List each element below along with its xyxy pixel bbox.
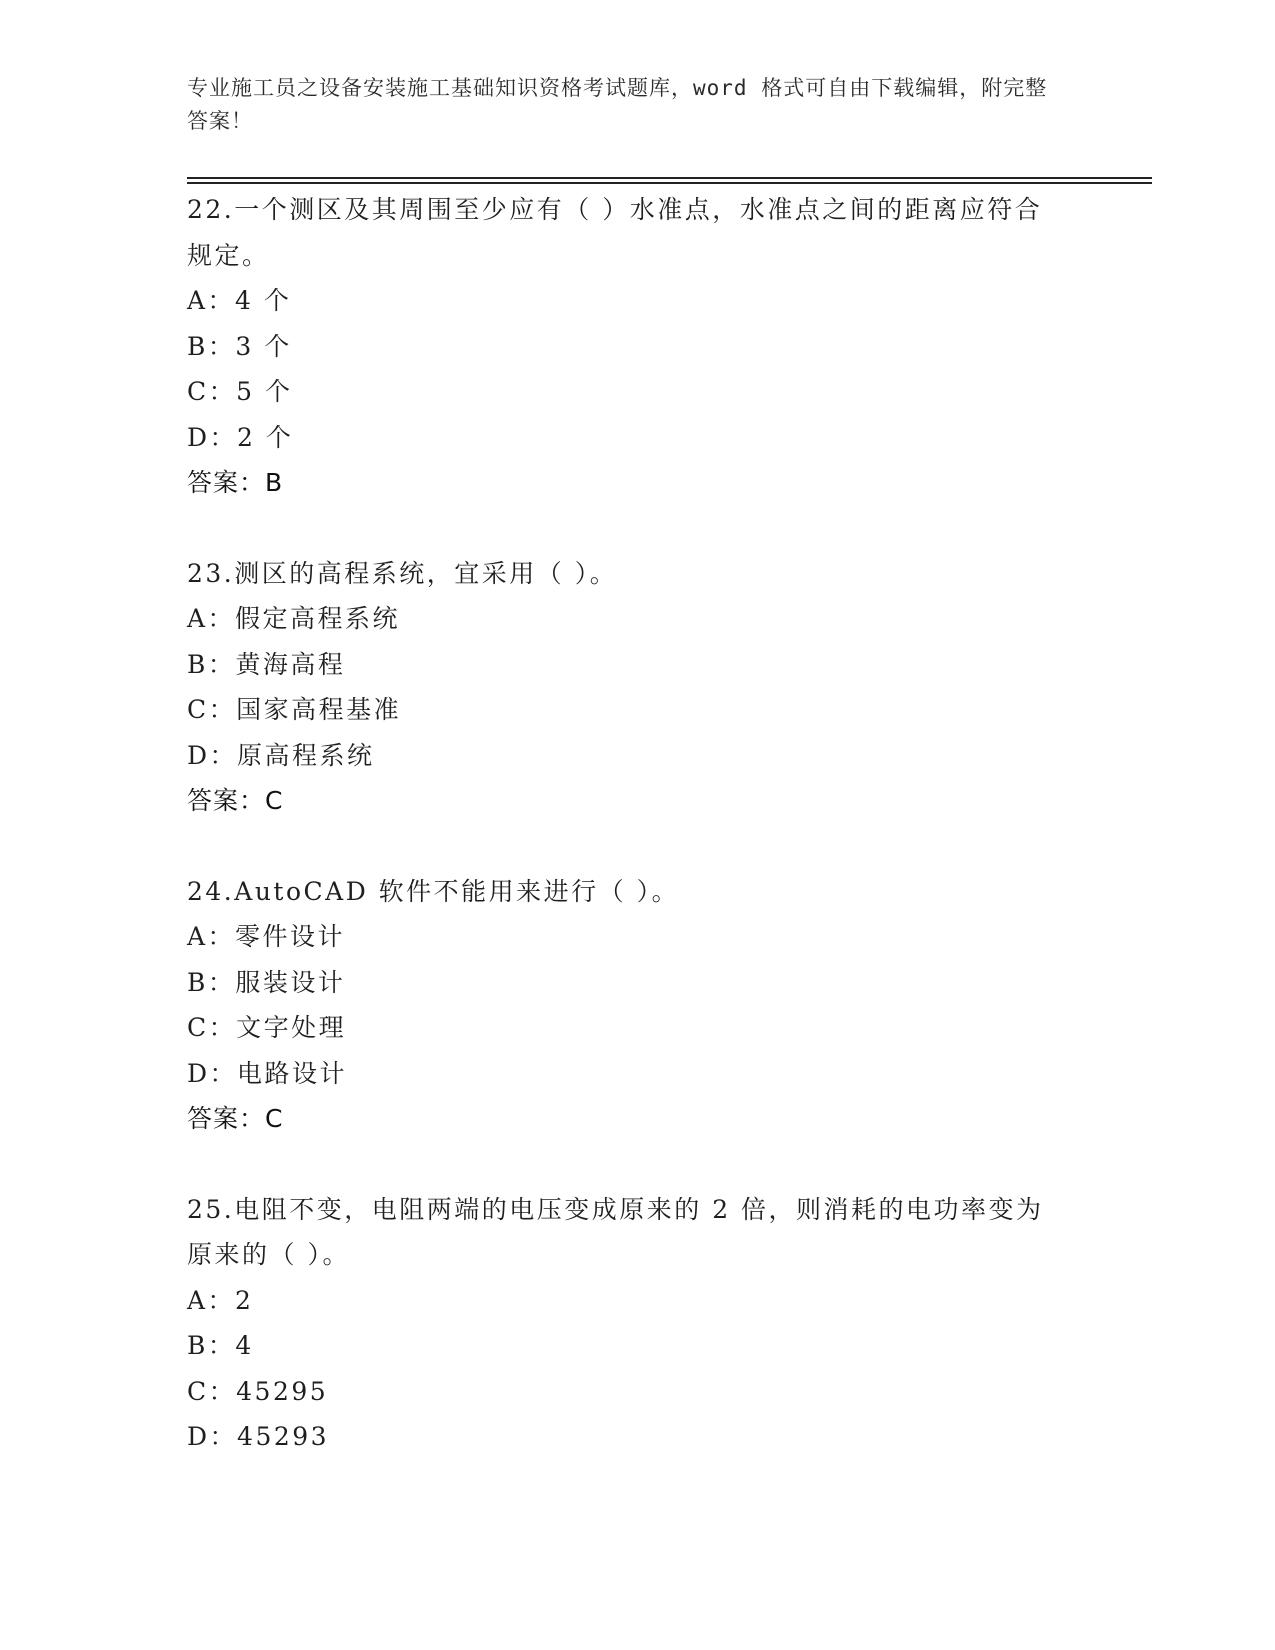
option-a: A：4 个 <box>187 286 292 315</box>
question-text: 24.AutoCAD 软件不能用来进行（ ）。 <box>187 876 680 906</box>
option-d: D：45293 <box>187 1422 330 1451</box>
answer: 答案：C <box>187 786 284 815</box>
question-23 <box>187 551 1147 824</box>
question-text: 23.测区的高程系统，宜采用（ ）。 <box>187 558 618 588</box>
document-header: 专业施工员之设备安装施工基础知识资格考试题库，word 格式可自由下载编辑，附完整答案！ <box>187 76 1048 133</box>
question-25 <box>187 1187 1147 1460</box>
question-text: 22.一个测区及其周围至少应有（ ）水准点，水准点之间的距离应符合规定。 <box>187 195 1043 270</box>
question-24 <box>187 869 1147 1142</box>
option-d: D：电路设计 <box>187 1058 348 1088</box>
option-a: A：2 <box>187 1285 254 1315</box>
option-a: A：假定高程系统 <box>187 604 401 633</box>
option-a: A：零件设计 <box>187 922 346 951</box>
option-b: B：3 个 <box>187 331 292 361</box>
option-d: D：原高程系统 <box>187 740 375 770</box>
question-list <box>187 187 1147 1460</box>
option-b: B：服装设计 <box>187 967 346 997</box>
answer: 答案：C <box>187 1104 284 1133</box>
header-divider-bottom <box>187 182 1152 184</box>
option-c: C：45295 <box>187 1376 329 1406</box>
option-c: C：5 个 <box>187 377 293 406</box>
question-22 <box>187 187 1147 506</box>
header-divider-top <box>187 177 1152 179</box>
answer: 答案：B <box>187 468 284 497</box>
option-b: B：黄海高程 <box>187 649 346 679</box>
option-c: C：国家高程基准 <box>187 695 402 724</box>
question-text: 25.电阻不变，电阻两端的电压变成原来的 2 倍，则消耗的电功率变为原来的（ ）。 <box>187 1194 1044 1269</box>
option-c: C：文字处理 <box>187 1013 347 1042</box>
option-d: D：2 个 <box>187 422 294 452</box>
option-b: B：4 <box>187 1331 254 1360</box>
